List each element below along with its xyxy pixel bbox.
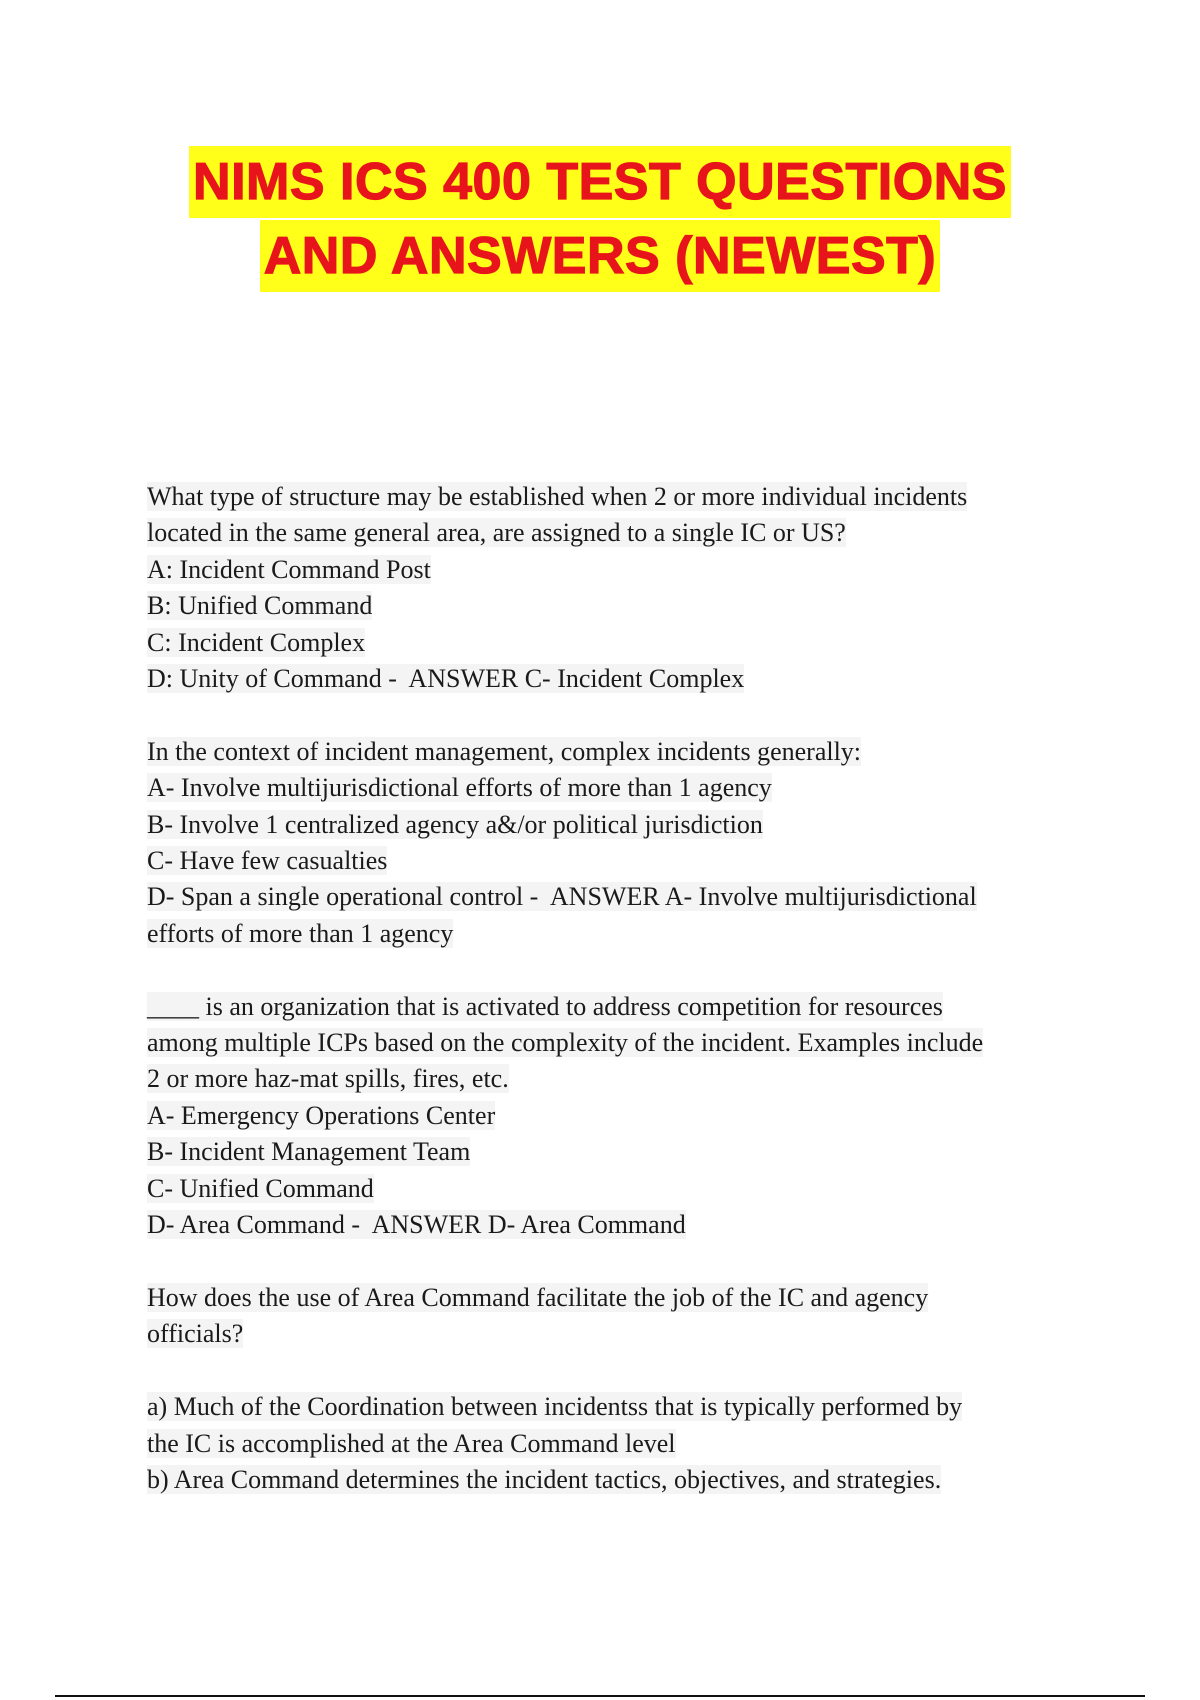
question-text-line: ____ is an organization that is activated to address competition for resources [147, 991, 943, 1021]
answer-option: A- Emergency Operations Center [147, 1100, 496, 1130]
question-block-3 [147, 989, 1077, 1244]
page-bottom-rule [55, 1695, 1145, 1697]
answer-option: A: Incident Command Post [147, 554, 431, 584]
answer-continuation: efforts of more than 1 agency [147, 918, 454, 948]
answer-option: B- Incident Management Team [147, 1137, 471, 1167]
answer-option: B: Unified Command [147, 591, 373, 621]
answer-option: C- Unified Command [147, 1173, 374, 1203]
answer-option: a) Much of the Coordination between incidentss that is typically performed by [147, 1392, 963, 1422]
answer-option: b) Area Command determines the incident tactics, objectives, and strategies. [147, 1464, 942, 1494]
question-text-line: 2 or more haz-mat spills, fires, etc. [147, 1064, 509, 1094]
answer-option: B- Involve 1 centralized agency a&/or political jurisdiction [147, 809, 763, 839]
answer-option: the IC is accomplished at the Area Command level [147, 1428, 676, 1458]
question-block-2 [147, 734, 1077, 952]
answer-option-with-answer: D- Area Command - ANSWER D- Area Command [147, 1210, 686, 1240]
question-block-4 [147, 1280, 1077, 1353]
question-text-line: What type of structure may be established when 2 or more individual incidents [147, 482, 968, 511]
question-text-line: among multiple ICPs based on the complexity of the incident. Examples include [147, 1028, 984, 1058]
question-text-line: How does the use of Area Command facilitate the job of the IC and agency [147, 1282, 929, 1312]
question-text-line: located in the same general area, are assigned to a single IC or US? [147, 518, 846, 548]
answer-option-with-answer: D: Unity of Command - ANSWER C- Incident Complex [147, 664, 745, 694]
answer-option: C- Have few casualties [147, 846, 388, 876]
title-line-1: NIMS ICS 400 TEST QUESTIONS [189, 146, 1011, 218]
title-line-2: AND ANSWERS (NEWEST) [260, 220, 941, 292]
question-text-line: In the context of incident management, complex incidents generally: [147, 736, 862, 766]
question-block-1 [147, 479, 1077, 697]
answer-option: C: Incident Complex [147, 627, 366, 657]
question-text-line: officials? [147, 1319, 244, 1349]
document-title [0, 146, 1200, 292]
qa-content [147, 479, 1077, 1535]
answer-option: A- Involve multijurisdictional efforts of more than 1 agency [147, 773, 772, 803]
question-block-4-options [147, 1389, 1077, 1498]
answer-option-with-answer: D- Span a single operational control - ANSWER A- Involve multijurisdictional [147, 882, 977, 912]
